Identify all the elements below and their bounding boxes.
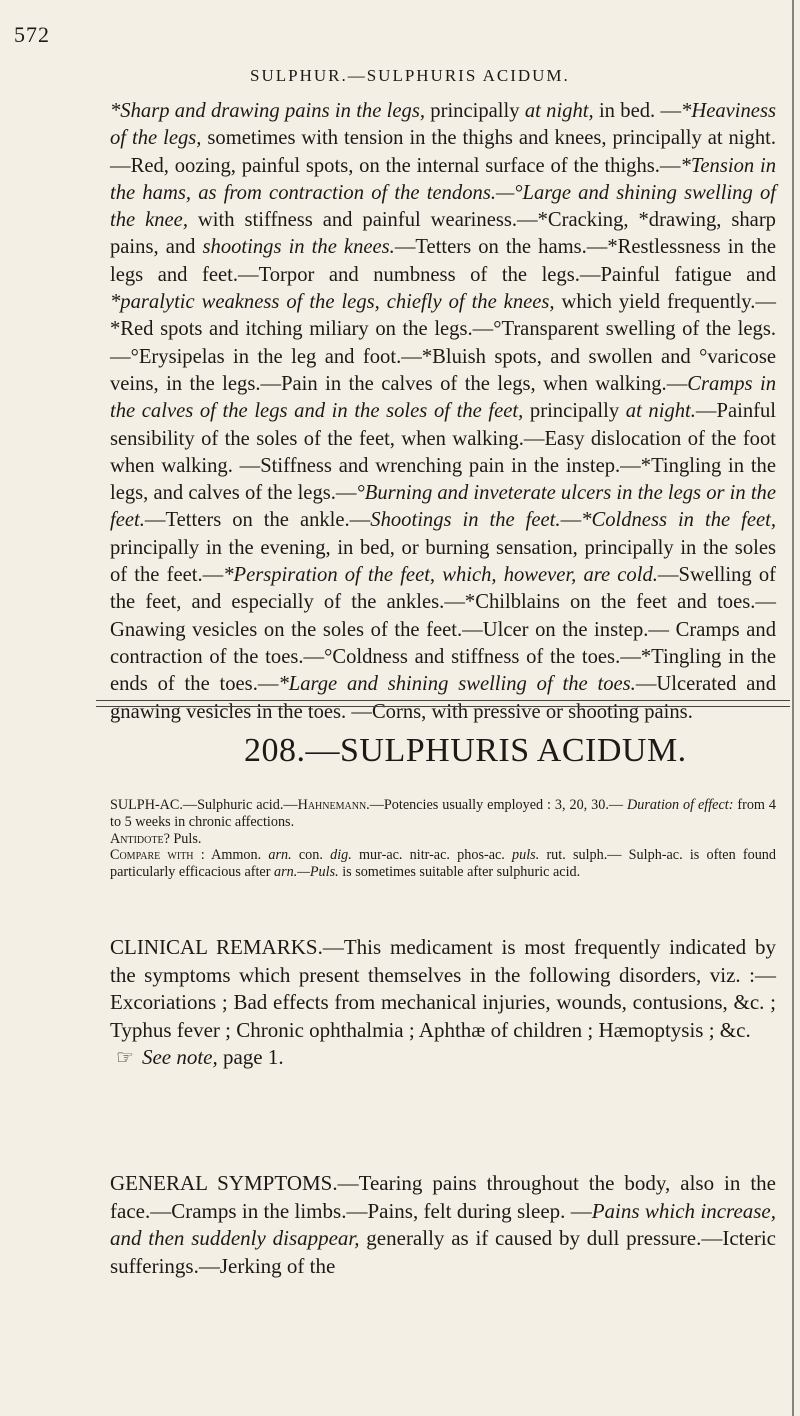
section-title: 208.—SULPHURIS ACIDUM.: [244, 732, 687, 769]
symptom-text: principally in the evening, in bed, or burning sensation, principally in the soles of the feet.—: [110, 536, 776, 587]
page-edge-shadow: [792, 0, 794, 1416]
general-text: generally as if caused by dull pressure.—Icteric sufferings.—Jerking of the: [110, 1226, 776, 1278]
page-number: 572: [14, 22, 50, 47]
symptom-text: principally: [425, 100, 525, 122]
remedy-info-block: [110, 797, 776, 881]
symptoms-lower-limbs-text: [110, 98, 776, 726]
abbrev-text: SULPH-AC.—Sulphuric acid.—: [110, 797, 298, 813]
symptom-text: —Ulcerated and gnawing vesicles in the toes. —Corns, with pressive or shooting pains.: [110, 673, 776, 723]
symptom-text: —Tetters on the hams.—*Restlessness in the legs and feet.—Torpor and numbness of the legs.—Painful fatigue and: [110, 236, 776, 286]
italic-symptom-text: *Heaviness of the legs,: [110, 100, 776, 150]
general-symptoms: [110, 1170, 776, 1280]
clinical-text: —This medicament is most frequently indicated by the symptoms which present themselves in the following disorders, viz. :—Excoriations ; Bad effects from mechanical injuries, wounds, contusions, &c. ; Typhus fever ; Chronic ophthalmia ; Aphthæ of children ; Hæmoptysis ; &c.: [110, 935, 776, 1042]
compare-remedy: dig.: [330, 847, 352, 864]
general-italic-text: Pains which increase, and then suddenly disappear,: [110, 1198, 777, 1251]
symptom-text: —Painful sensibility of the soles of the feet, when walking.—Easy dislocation of the foot when walking. —Stiffness and wrenching pain in the instep.—*Tingling in the legs, and calves of the legs.—: [110, 400, 777, 505]
potencies-text: —Potencies usually employed : 3, 20, 30.—: [369, 797, 624, 813]
italic-symptom-text: at night.: [625, 400, 696, 423]
compare-text: is sometimes suitable after sulphuric acid.: [338, 864, 581, 881]
italic-symptom-text: *Large and shining swelling of the toes.: [278, 673, 636, 696]
symptom-text: in bed. —: [593, 100, 682, 122]
general-label: GENERAL SYMPTOMS.: [110, 1171, 338, 1195]
compare-remedy: arn.: [268, 847, 292, 864]
antidote-line: [110, 831, 776, 848]
general-text: —Tearing pains throughout the body, also in the face.—Cramps in the limbs.—Pains, felt during sleep. —: [110, 1171, 776, 1223]
antidote-text: Puls.: [169, 830, 202, 847]
clinical-paragraph: [110, 934, 776, 1044]
general-paragraph: [110, 1170, 776, 1280]
symptom-text: principally: [523, 400, 626, 423]
italic-symptom-text: shootings in the knees.: [202, 236, 395, 259]
compare-text: rut. sulph.— Sulph-ac. is often found particularly efficacious after: [110, 847, 776, 881]
symptom-text: which yield frequently.—*Red spots and itching miliary on the legs.—°Transparent swelling of the legs.—°Erysipelas in the leg and foot.—*Bluish spots, and swollen and °varicose veins, in the legs.—Pain in the calves of the legs, when walking.—: [110, 291, 777, 395]
symptom-text: —Tetters on the ankle.—: [144, 509, 371, 532]
compare-label: Compare with :: [110, 847, 205, 864]
section-divider: [96, 700, 790, 707]
italic-symptom-text: Shootings in the feet.: [370, 509, 561, 532]
running-head: SULPHUR.—SULPHURIS ACIDUM.: [250, 66, 570, 85]
see-note-line: [110, 1044, 776, 1073]
note-page: page 1.: [217, 1045, 284, 1069]
italic-symptom-text: °Burning and inveterate ulcers in the legs or in the feet.: [110, 482, 776, 532]
italic-symptom-text: at night,: [524, 100, 594, 122]
remedy-abbrev-line: [110, 797, 776, 831]
italic-symptom-text: *Perspiration of the feet, which, however, are cold.: [223, 564, 658, 587]
symptom-text: sometimes with tension in the thighs and knees, principally at night.—Red, oozing, painful spots, on the internal surface of the thighs.—: [110, 127, 776, 177]
pointing-hand-icon: ☞: [116, 1047, 134, 1069]
compare-remedy: arn.—Puls.: [274, 864, 339, 881]
duration-label: Duration of effect:: [627, 797, 734, 813]
compare-remedy: puls.: [512, 847, 540, 864]
body-paragraph: [110, 98, 776, 726]
symptom-text: —Swelling of the feet, and especially of the ankles.—*Chilblains on the feet and toes.— Gnawing vesicles on the soles of the feet.—Ulcer on the instep.— Cramps and contraction of the toes.—°Coldness and stiffness of the toes.—*Tingling in the ends of the toes.—: [110, 564, 777, 696]
note-text: See note,: [141, 1045, 218, 1069]
hahnemann-name: Hahnemann.: [297, 797, 370, 813]
italic-symptom-text: *Coldness in the feet,: [581, 509, 777, 532]
clinical-label: CLINICAL REMARKS.: [110, 935, 323, 959]
compare-text: Ammon.: [204, 847, 269, 864]
compare-line: [110, 847, 776, 881]
compare-text: mur-ac. nitr-ac. phos-ac.: [351, 847, 513, 864]
clinical-remarks: [110, 934, 776, 1073]
antidote-label: Antidote?: [110, 830, 170, 847]
italic-symptom-text: *paralytic weakness of the legs, chiefly of the knees,: [110, 291, 555, 314]
symptom-text: with stiffness and painful weariness.—*Cracking, *drawing, sharp pains, and: [110, 209, 776, 259]
compare-text: con.: [291, 847, 331, 864]
symptom-text: —: [560, 509, 582, 532]
italic-symptom-text: *Sharp and drawing pains in the legs,: [110, 100, 425, 122]
italic-symptom-text: Cramps in the calves of the legs and in the soles of the feet,: [110, 372, 777, 423]
italic-symptom-text: *Tension in the hams, as from contraction of the tendons.—°Large and shining swelling of the knee,: [110, 154, 776, 232]
duration-text: from 4 to 5 weeks in chronic affections.: [110, 797, 776, 830]
